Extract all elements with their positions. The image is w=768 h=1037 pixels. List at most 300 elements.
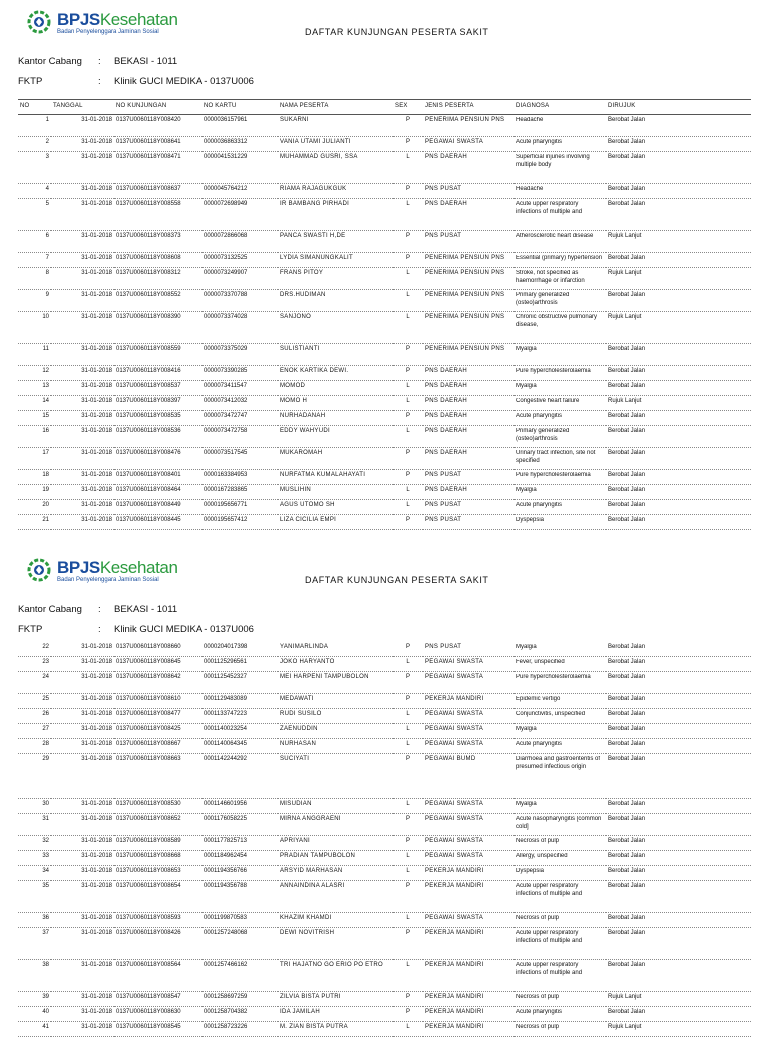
cell-no-kartu [202,115,278,137]
cell-jenis-peserta [423,799,514,814]
cell-sex-text: P [405,255,410,261]
cell-jenis-peserta-text: PEGAWAI SWASTA [425,838,484,844]
table-row [18,199,751,231]
cell-nama-peserta-text: SUKARNI [280,117,309,123]
cell-sex-text: P [405,472,410,478]
cell-no-kunjungan [114,366,202,381]
cell-dirujuk [606,642,751,657]
cell-no-kartu-text: 0000073370788 [204,292,248,298]
col-header-no: NO [18,100,51,115]
cell-no-kartu-text: 0000073412032 [204,398,248,404]
cell-nama-peserta-text: LYDIA SIMANUNGKALIT [280,255,353,261]
cell-tanggal-text: 31-01-2018 [81,233,112,239]
cell-jenis-peserta-text: PEGAWAI SWASTA [425,741,484,747]
cell-no-kunjungan-text: 0137U0060118Y008652 [116,816,181,822]
cell-tanggal-text: 31-01-2018 [81,346,112,352]
table-row [18,290,751,312]
cell-no-kunjungan [114,694,202,709]
cell-diagnosa-text: Myalgia [516,644,537,650]
cell-nama-peserta [278,515,393,530]
cell-jenis-peserta [423,642,514,657]
cell-no-kunjungan-text: 0137U0060118Y008464 [116,487,181,493]
cell-jenis-peserta-text: PEKERJA MANDIRI [425,1009,484,1015]
cell-sex-text: L [406,428,410,434]
kantor-cabang-row [18,604,177,615]
cell-tanggal [51,709,114,724]
cell-sex-text: L [406,292,410,298]
cell-jenis-peserta-text: PNS PUSAT [425,472,462,478]
cell-sex-text: L [406,962,410,968]
cell-sex-text: L [406,1024,410,1030]
cell-no-kartu-text: 0001199870583 [204,915,247,921]
cell-jenis-peserta-text: PEGAWAI BUMD [425,756,476,762]
cell-dirujuk [606,672,751,694]
cell-dirujuk-text: Berobat Jalan [608,413,646,419]
cell-jenis-peserta-text: PNS DAERAH [425,428,468,434]
cell-jenis-peserta-text: PENERIMA PENSIUN PNS [425,255,505,261]
cell-nama-peserta [278,739,393,754]
cell-no-kartu [202,381,278,396]
cell-no-text: 21 [42,517,49,523]
cell-diagnosa-text: Acute upper respiratory infections of multiple and [516,201,583,215]
cell-no [18,836,51,851]
cell-no [18,928,51,960]
cell-no-kartu [202,724,278,739]
cell-nama-peserta-text: RUDI SUSILO [280,711,322,717]
cell-no-text: 10 [42,314,49,320]
cell-sex-text: L [406,726,410,732]
cell-tanggal [51,642,114,657]
cell-tanggal-text: 31-01-2018 [81,398,112,404]
cell-sex-text: L [406,915,410,921]
cell-no-kunjungan [114,184,202,199]
cell-tanggal-text: 31-01-2018 [81,741,112,747]
cell-no-text: 9 [45,292,49,298]
cell-nama-peserta-text: KHAZIM KHAMDI [280,915,332,921]
cell-no-kunjungan [114,312,202,344]
cell-jenis-peserta [423,739,514,754]
cell-tanggal [51,992,114,1007]
cell-nama-peserta [278,366,393,381]
cell-sex [393,344,423,366]
cell-nama-peserta [278,426,393,448]
cell-no-kunjungan-text: 0137U0060118Y008416 [116,368,181,374]
cell-no-text: 4 [45,186,49,192]
cell-dirujuk-text: Berobat Jalan [608,154,646,160]
col-header-dirujuk: DIRUJUK [606,100,751,115]
cell-no-kartu-text: 0001140064345 [204,741,247,747]
cell-diagnosa [514,485,606,500]
cell-diagnosa [514,694,606,709]
cell-nama-peserta-text: VANIA UTAMI JULIANTI [280,139,351,145]
cell-diagnosa-text: Myalgia [516,346,537,352]
cell-tanggal [51,290,114,312]
cell-dirujuk [606,515,751,530]
cell-no [18,253,51,268]
cell-sex-text: P [405,1009,410,1015]
cell-tanggal-text: 31-01-2018 [81,711,112,717]
cell-tanggal-text: 31-01-2018 [81,816,112,822]
cell-no-kartu [202,1007,278,1022]
cell-sex [393,992,423,1007]
cell-tanggal [51,657,114,672]
cell-dirujuk-text: Berobat Jalan [608,292,646,298]
cell-jenis-peserta [423,152,514,184]
cell-no-kartu-text: 0000073472758 [204,428,248,434]
cell-sex [393,851,423,866]
cell-jenis-peserta [423,290,514,312]
cell-dirujuk-text: Rujuk Lanjut [608,398,642,404]
cell-no-kartu [202,913,278,928]
cell-sex [393,485,423,500]
table-row [18,836,751,851]
cell-tanggal [51,448,114,470]
cell-jenis-peserta-text: PNS DAERAH [425,398,468,404]
cell-jenis-peserta-text: PENERIMA PENSIUN PNS [425,292,505,298]
cell-dirujuk [606,448,751,470]
cell-no-kartu [202,836,278,851]
cell-nama-peserta-text: AGUS UTOMO SH [280,502,335,508]
cell-tanggal-text: 31-01-2018 [81,502,112,508]
cell-diagnosa-text: Essential (primary) hypertension [516,255,603,261]
cell-diagnosa [514,268,606,290]
cell-sex-text: P [405,994,410,1000]
cell-dirujuk-text: Berobat Jalan [608,644,646,650]
cell-no-kartu [202,411,278,426]
cell-no-kartu-text: 0000036157961 [204,117,248,123]
cell-jenis-peserta-text: PEKERJA MANDIRI [425,994,484,1000]
cell-nama-peserta-text: ZILVIA BISTA PUTRI [280,994,341,1000]
cell-no-kunjungan [114,137,202,152]
cell-sex-text: P [405,644,410,650]
col-header-no-kartu: NO KARTU [202,100,278,115]
table-row [18,992,751,1007]
cell-nama-peserta [278,866,393,881]
cell-tanggal-text: 31-01-2018 [81,413,112,419]
bpjs-emblem-icon [27,558,51,582]
cell-no-kunjungan-text: 0137U0060118Y008471 [116,154,181,160]
cell-diagnosa [514,184,606,199]
cell-nama-peserta-text: EDDY WAHYUDI [280,428,330,434]
cell-no-kartu [202,709,278,724]
cell-tanggal [51,515,114,530]
cell-diagnosa-text: Acute upper respiratory infections of multiple and [516,930,583,944]
table-row [18,312,751,344]
table-row [18,1007,751,1022]
cell-jenis-peserta-text: PENERIMA PENSIUN PNS [425,314,505,320]
cell-sex-text: L [406,487,410,493]
cell-nama-peserta-text: SULISTIANTI [280,346,320,352]
cell-diagnosa-text: Acute upper respiratory infections of multiple and [516,962,583,976]
cell-sex-text: L [406,853,410,859]
cell-dirujuk [606,754,751,799]
cell-tanggal-text: 31-01-2018 [81,472,112,478]
cell-jenis-peserta-text: PNS DAERAH [425,383,468,389]
cell-diagnosa-text: Pure hypercholesterolaemia [516,472,591,478]
cell-dirujuk [606,739,751,754]
cell-dirujuk-text: Berobat Jalan [608,674,646,680]
cell-diagnosa [514,381,606,396]
cell-nama-peserta [278,960,393,992]
cell-diagnosa [514,1007,606,1022]
cell-no-kartu-text: 0000195656771 [204,502,248,508]
cell-no-text: 13 [42,383,49,389]
cell-diagnosa [514,866,606,881]
cell-no-kunjungan-text: 0137U0060118Y008552 [116,292,181,298]
cell-no-kunjungan-text: 0137U0060118Y008536 [116,428,181,434]
cell-jenis-peserta-text: PEGAWAI SWASTA [425,853,484,859]
cell-nama-peserta [278,396,393,411]
cell-sex [393,115,423,137]
cell-no [18,344,51,366]
table-row [18,485,751,500]
table-row [18,799,751,814]
cell-diagnosa-text: Headache [516,186,544,192]
cell-diagnosa [514,396,606,411]
kantor-cabang-label: Kantor Cabang [18,56,82,67]
cell-tanggal [51,426,114,448]
cell-no-kartu-text: 0001258704382 [204,1009,248,1015]
cell-nama-peserta-text: JOKO HARYANTO [280,659,335,665]
cell-no-text: 26 [42,711,49,717]
cell-no-kunjungan-text: 0137U0060118Y008637 [116,186,181,192]
cell-tanggal-text: 31-01-2018 [81,428,112,434]
cell-nama-peserta [278,500,393,515]
cell-dirujuk [606,268,751,290]
table-row [18,426,751,448]
cell-no-text: 11 [42,346,49,352]
table-row [18,866,751,881]
cell-nama-peserta-text: YANIMARLINDA [280,644,329,650]
cell-diagnosa [514,928,606,960]
colon: : [98,76,101,87]
cell-nama-peserta-text: NURHASAN [280,741,317,747]
cell-sex-text: P [405,346,410,352]
cell-diagnosa-text: Primary generalized (osteo)arthrosis [516,428,570,442]
cell-dirujuk-text: Berobat Jalan [608,853,646,859]
cell-diagnosa-text: Pure hypercholesterolaemia [516,368,591,374]
cell-no [18,724,51,739]
cell-tanggal-text: 31-01-2018 [81,201,112,207]
cell-nama-peserta-text: SANJONO [280,314,312,320]
cell-no-text: 35 [42,883,49,889]
cell-no [18,312,51,344]
cell-no-kunjungan [114,672,202,694]
document-title: DAFTAR KUNJUNGAN PESERTA SAKIT [305,575,489,585]
logo-tagline: Badan Penyelenggara Jaminan Sosial [57,29,159,35]
cell-dirujuk [606,290,751,312]
cell-diagnosa [514,913,606,928]
cell-no-kunjungan [114,448,202,470]
cell-no-kunjungan-text: 0137U0060118Y008642 [116,674,181,680]
cell-diagnosa-text: Acute nasopharyngitis [common cold] [516,816,602,830]
cell-diagnosa [514,642,606,657]
cell-jenis-peserta-text: PNS DAERAH [425,487,468,493]
cell-no-kartu [202,851,278,866]
cell-no-kartu [202,137,278,152]
document-title: DAFTAR KUNJUNGAN PESERTA SAKIT [305,27,489,37]
cell-nama-peserta-text: MOMO H [280,398,308,404]
cell-no-kartu-text: 0001140023254 [204,726,247,732]
cell-dirujuk [606,866,751,881]
cell-no [18,268,51,290]
cell-no-text: 19 [42,487,49,493]
cell-dirujuk [606,411,751,426]
cell-no-kartu [202,344,278,366]
cell-no-text: 14 [42,398,49,404]
cell-nama-peserta [278,344,393,366]
cell-tanggal-text: 31-01-2018 [81,270,112,276]
cell-sex-text: P [405,756,410,762]
cell-nama-peserta-text: MIRNA ANGGRAENI [280,816,341,822]
col-header-sex: SEX [393,100,423,115]
cell-no-kunjungan [114,1007,202,1022]
cell-no-kartu [202,231,278,253]
cell-no-kartu-text: 0001194356766 [204,868,247,874]
cell-tanggal [51,694,114,709]
cell-no-kartu-text: 0000041531229 [204,154,248,160]
table-row [18,253,751,268]
cell-sex [393,960,423,992]
cell-no-kunjungan-text: 0137U0060118Y008445 [116,517,181,523]
cell-no [18,366,51,381]
cell-nama-peserta [278,724,393,739]
cell-no-kartu-text: 0001257248068 [204,930,248,936]
cell-no [18,1007,51,1022]
cell-no-kunjungan [114,913,202,928]
cell-jenis-peserta-text: PNS DAERAH [425,450,468,456]
cell-no-text: 41 [42,1024,49,1030]
cell-nama-peserta-text: LIZA CICILIA EMPI [280,517,337,523]
cell-tanggal-text: 31-01-2018 [81,644,112,650]
cell-no [18,448,51,470]
cell-tanggal [51,754,114,799]
cell-dirujuk-text: Berobat Jalan [608,659,646,665]
cell-diagnosa [514,672,606,694]
cell-no-kartu [202,366,278,381]
cell-diagnosa-text: Acute pharyngitis [516,502,563,508]
cell-nama-peserta [278,657,393,672]
cell-no-kartu-text: 0001133747223 [204,711,247,717]
cell-no-kartu-text: 0000073472747 [204,413,248,419]
cell-diagnosa [514,799,606,814]
visit-table-page-1 [18,99,751,530]
cell-nama-peserta-text: MEI HARPENI TAMPUBOLON [280,674,369,680]
cell-dirujuk [606,814,751,836]
cell-no-kunjungan-text: 0137U0060118Y008654 [116,883,181,889]
cell-tanggal [51,152,114,184]
cell-tanggal-text: 31-01-2018 [81,696,112,702]
cell-diagnosa-text: Urinary tract infection, site not specified [516,450,596,464]
cell-no-text: 15 [42,413,49,419]
cell-diagnosa [514,366,606,381]
table-row [18,268,751,290]
cell-no [18,381,51,396]
cell-sex-text: P [405,368,410,374]
cell-dirujuk [606,881,751,913]
cell-diagnosa-text: Dyspepsia [516,517,545,523]
cell-no-kunjungan-text: 0137U0060118Y008558 [116,201,181,207]
cell-sex [393,814,423,836]
cell-jenis-peserta [423,724,514,739]
cell-tanggal [51,366,114,381]
cell-dirujuk-text: Berobat Jalan [608,186,646,192]
table-row [18,231,751,253]
cell-no-kartu [202,448,278,470]
cell-jenis-peserta [423,470,514,485]
cell-sex [393,709,423,724]
cell-tanggal-text: 31-01-2018 [81,1009,112,1015]
cell-jenis-peserta [423,960,514,992]
cell-dirujuk-text: Berobat Jalan [608,450,646,456]
cell-no-kartu [202,960,278,992]
cell-sex [393,799,423,814]
cell-no [18,799,51,814]
cell-diagnosa-text: Necrosis of pulp [516,1024,560,1030]
cell-dirujuk [606,851,751,866]
cell-nama-peserta-text: NURHADANAH [280,413,326,419]
cell-nama-peserta-text: ZAENUDDIN [280,726,318,732]
cell-no-text: 2 [45,139,49,145]
cell-sex-text: L [406,398,410,404]
cell-diagnosa [514,152,606,184]
cell-sex-text: L [406,314,410,320]
cell-sex [393,448,423,470]
cell-no-kartu-text: 0000045764212 [204,186,248,192]
cell-no [18,137,51,152]
cell-jenis-peserta [423,836,514,851]
bpjs-emblem-icon [27,10,51,34]
cell-tanggal-text: 31-01-2018 [81,154,112,160]
cell-nama-peserta [278,881,393,913]
table-row [18,642,751,657]
col-header-tanggal: TANGGAL [51,100,114,115]
cell-nama-peserta [278,992,393,1007]
cell-no-kunjungan [114,642,202,657]
cell-no-kunjungan-text: 0137U0060118Y008608 [116,255,181,261]
cell-no-kartu-text: 0000073374028 [204,314,248,320]
cell-no-kartu [202,396,278,411]
logo-name-bpjs: BPJS [57,10,100,29]
cell-sex-text: P [405,696,410,702]
cell-dirujuk-text: Berobat Jalan [608,696,646,702]
cell-tanggal-text: 31-01-2018 [81,368,112,374]
cell-tanggal-text: 31-01-2018 [81,659,112,665]
col-header-no-kunjungan: NO KUNJUNGAN [114,100,202,115]
cell-no [18,866,51,881]
cell-jenis-peserta [423,881,514,913]
cell-tanggal-text: 31-01-2018 [81,801,112,807]
cell-diagnosa [514,515,606,530]
logo-name [57,10,178,30]
cell-no-kunjungan-text: 0137U0060118Y008630 [116,1009,181,1015]
cell-no [18,184,51,199]
cell-sex-text: P [405,517,410,523]
cell-diagnosa-text: Dyspepsia [516,868,545,874]
cell-tanggal [51,115,114,137]
cell-diagnosa [514,231,606,253]
table-row [18,928,751,960]
cell-nama-peserta-text: PANCA SWASTI H,DE [280,233,346,239]
cell-tanggal [51,231,114,253]
cell-no-kartu-text: 0001176058225 [204,816,247,822]
cell-diagnosa [514,470,606,485]
cell-tanggal [51,312,114,344]
cell-sex [393,657,423,672]
colon: : [98,624,101,635]
cell-nama-peserta [278,928,393,960]
cell-no-kunjungan [114,754,202,799]
